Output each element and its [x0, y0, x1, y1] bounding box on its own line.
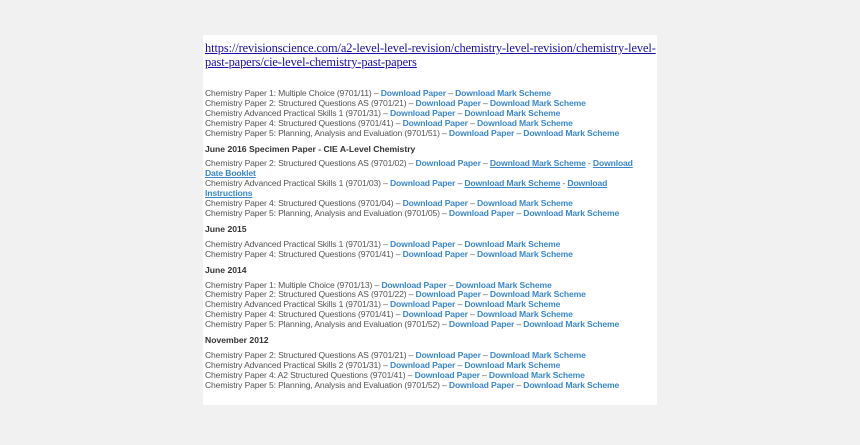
- paper-title: Chemistry Paper 2: Structured Questions AS (9701/21) –: [205, 349, 416, 360]
- separator: –: [455, 107, 465, 118]
- download-mark-scheme-link[interactable]: Download Mark Scheme: [464, 238, 561, 249]
- section-heading: June 2015: [205, 223, 247, 234]
- download-mark-scheme-link[interactable]: Download Mark Scheme: [489, 289, 586, 300]
- download-date-booklet-link[interactable]: Download Date Booklet: [205, 158, 633, 179]
- section-heading: June 2016 Specimen Paper - CIE A-Level Chemistry: [205, 143, 416, 154]
- download-paper-link[interactable]: Download Paper: [415, 289, 481, 300]
- separator: –: [514, 207, 524, 218]
- separator: –: [455, 299, 465, 310]
- separator: –: [455, 359, 465, 370]
- paper-row: [205, 381, 653, 391]
- download-paper-link[interactable]: Download Paper: [448, 207, 515, 218]
- document-page: [203, 35, 657, 405]
- paper-row: [205, 159, 653, 179]
- download-paper-link[interactable]: Download Paper: [390, 107, 456, 118]
- paper-title: Chemistry Paper 4: Structured Questions (9701/41) –: [205, 117, 403, 128]
- download-mark-scheme-link[interactable]: Download Mark Scheme: [523, 379, 620, 390]
- download-paper-link[interactable]: Download Paper: [390, 178, 456, 189]
- separator: -: [585, 158, 593, 169]
- separator: –: [455, 238, 465, 249]
- download-paper-link[interactable]: Download Paper: [402, 117, 468, 128]
- paper-title: Chemistry Paper 4: Structured Questions (9701/41) –: [205, 248, 403, 259]
- download-paper-link[interactable]: Download Paper: [402, 198, 468, 209]
- download-paper-link[interactable]: Download Paper: [448, 379, 515, 390]
- separator: –: [480, 97, 490, 108]
- separator: –: [455, 178, 465, 189]
- paper-section: [205, 225, 653, 260]
- separator: –: [467, 117, 477, 128]
- download-paper-link[interactable]: Download Paper: [390, 238, 456, 249]
- paper-title: Chemistry Paper 5: Planning, Analysis and Evaluation (9701/05) –: [205, 207, 449, 218]
- download-mark-scheme-link[interactable]: Download Mark Scheme: [476, 248, 573, 259]
- paper-section: [205, 266, 653, 330]
- paper-section: [205, 89, 653, 139]
- paper-row: [205, 129, 653, 139]
- separator: –: [514, 319, 524, 330]
- past-papers-list: [205, 89, 653, 397]
- paper-row: [205, 250, 653, 260]
- separator: –: [514, 379, 524, 390]
- separator: –: [480, 289, 490, 300]
- paper-title: Chemistry Paper 2: Structured Questions AS (9701/02) –: [205, 158, 416, 169]
- download-paper-link[interactable]: Download Paper: [448, 127, 515, 138]
- download-paper-link[interactable]: Download Paper: [414, 369, 480, 380]
- download-mark-scheme-link[interactable]: Download Mark Scheme: [464, 359, 561, 370]
- separator: –: [479, 369, 489, 380]
- separator: –: [480, 158, 490, 169]
- separator: –: [467, 309, 477, 320]
- paper-title: Chemistry Paper 4: A2 Structured Questions (9701/41) –: [205, 369, 415, 380]
- paper-title: Chemistry Paper 1: Multiple Choice (9701/11) –: [205, 88, 381, 98]
- paper-row: [205, 320, 653, 330]
- section-heading: November 2012: [205, 335, 269, 346]
- download-mark-scheme-link[interactable]: Download Mark Scheme: [476, 117, 573, 128]
- separator: -: [560, 178, 568, 189]
- paper-title: Chemistry Advanced Practical Skills 1 (9701/31) –: [205, 238, 390, 249]
- separator: –: [514, 127, 524, 138]
- download-mark-scheme-link[interactable]: Download Mark Scheme: [489, 349, 586, 360]
- download-paper-link[interactable]: Download Paper: [415, 158, 481, 169]
- paper-title: Chemistry Paper 2: Structured Questions AS (9701/22) –: [205, 289, 416, 300]
- download-paper-link[interactable]: Download Paper: [390, 299, 456, 310]
- download-paper-link[interactable]: Download Paper: [402, 309, 468, 320]
- download-mark-scheme-link[interactable]: Download Mark Scheme: [476, 309, 573, 320]
- paper-title: Chemistry Advanced Practical Skills 1 (9701/03) –: [205, 178, 390, 189]
- separator: –: [467, 248, 477, 259]
- download-mark-scheme-link[interactable]: Download Mark Scheme: [464, 178, 561, 189]
- download-mark-scheme-link[interactable]: Download Mark Scheme: [455, 279, 552, 290]
- paper-title: Chemistry Paper 4: Structured Questions (9701/04) –: [205, 198, 403, 209]
- download-mark-scheme-link[interactable]: Download Mark Scheme: [523, 127, 620, 138]
- paper-title: Chemistry Paper 5: Planning, Analysis and Evaluation (9701/52) –: [205, 319, 449, 330]
- paper-row: [205, 179, 653, 199]
- download-paper-link[interactable]: Download Paper: [448, 319, 515, 330]
- download-mark-scheme-link[interactable]: Download Mark Scheme: [489, 158, 586, 169]
- paper-section: [205, 336, 653, 391]
- paper-title: Chemistry Paper 2: Structured Questions AS (9701/21) –: [205, 97, 416, 108]
- download-paper-link[interactable]: Download Paper: [390, 359, 456, 370]
- separator: –: [445, 88, 456, 98]
- download-mark-scheme-link[interactable]: Download Mark Scheme: [489, 97, 586, 108]
- download-mark-scheme-link[interactable]: Download Mark Scheme: [523, 319, 620, 330]
- source-url-link[interactable]: https://revisionscience.com/a2-level-level-revision/chemistry-level-revision/chemistry-level-past-papers/cie-level-chemistry-past-papers: [205, 41, 656, 69]
- separator: –: [480, 349, 490, 360]
- paper-title: Chemistry Paper 5: Planning, Analysis and Evaluation (9701/51) –: [205, 127, 449, 138]
- paper-section: [205, 145, 653, 219]
- paper-title: Chemistry Paper 1: Multiple Choice (9701/13) –: [205, 279, 382, 290]
- download-paper-link[interactable]: Download Paper: [381, 279, 447, 290]
- paper-title: Chemistry Paper 5: Planning, Analysis and Evaluation (9701/52) –: [205, 379, 449, 390]
- paper-title: Chemistry Advanced Practical Skills 1 (9701/31) –: [205, 107, 390, 118]
- download-mark-scheme-link[interactable]: Download Mark Scheme: [488, 369, 585, 380]
- paper-title: Chemistry Paper 4: Structured Questions (9701/41) –: [205, 309, 403, 320]
- download-paper-link[interactable]: Download Paper: [380, 88, 446, 98]
- download-instructions-link[interactable]: Download Instructions: [205, 178, 608, 199]
- download-paper-link[interactable]: Download Paper: [415, 97, 481, 108]
- paper-title: Chemistry Advanced Practical Skills 2 (9701/31) –: [205, 359, 390, 370]
- paper-row: [205, 209, 653, 219]
- paper-title: Chemistry Advanced Practical Skills 1 (9701/31) –: [205, 299, 390, 310]
- download-mark-scheme-link[interactable]: Download Mark Scheme: [464, 107, 561, 118]
- separator: –: [446, 279, 456, 290]
- download-paper-link[interactable]: Download Paper: [402, 248, 468, 259]
- download-mark-scheme-link[interactable]: Download Mark Scheme: [464, 299, 561, 310]
- download-mark-scheme-link[interactable]: Download Mark Scheme: [476, 198, 573, 209]
- section-heading: June 2014: [205, 264, 247, 275]
- download-mark-scheme-link[interactable]: Download Mark Scheme: [523, 207, 620, 218]
- separator: –: [467, 198, 477, 209]
- download-paper-link[interactable]: Download Paper: [415, 349, 481, 360]
- download-mark-scheme-link[interactable]: Download Mark Scheme: [455, 88, 551, 98]
